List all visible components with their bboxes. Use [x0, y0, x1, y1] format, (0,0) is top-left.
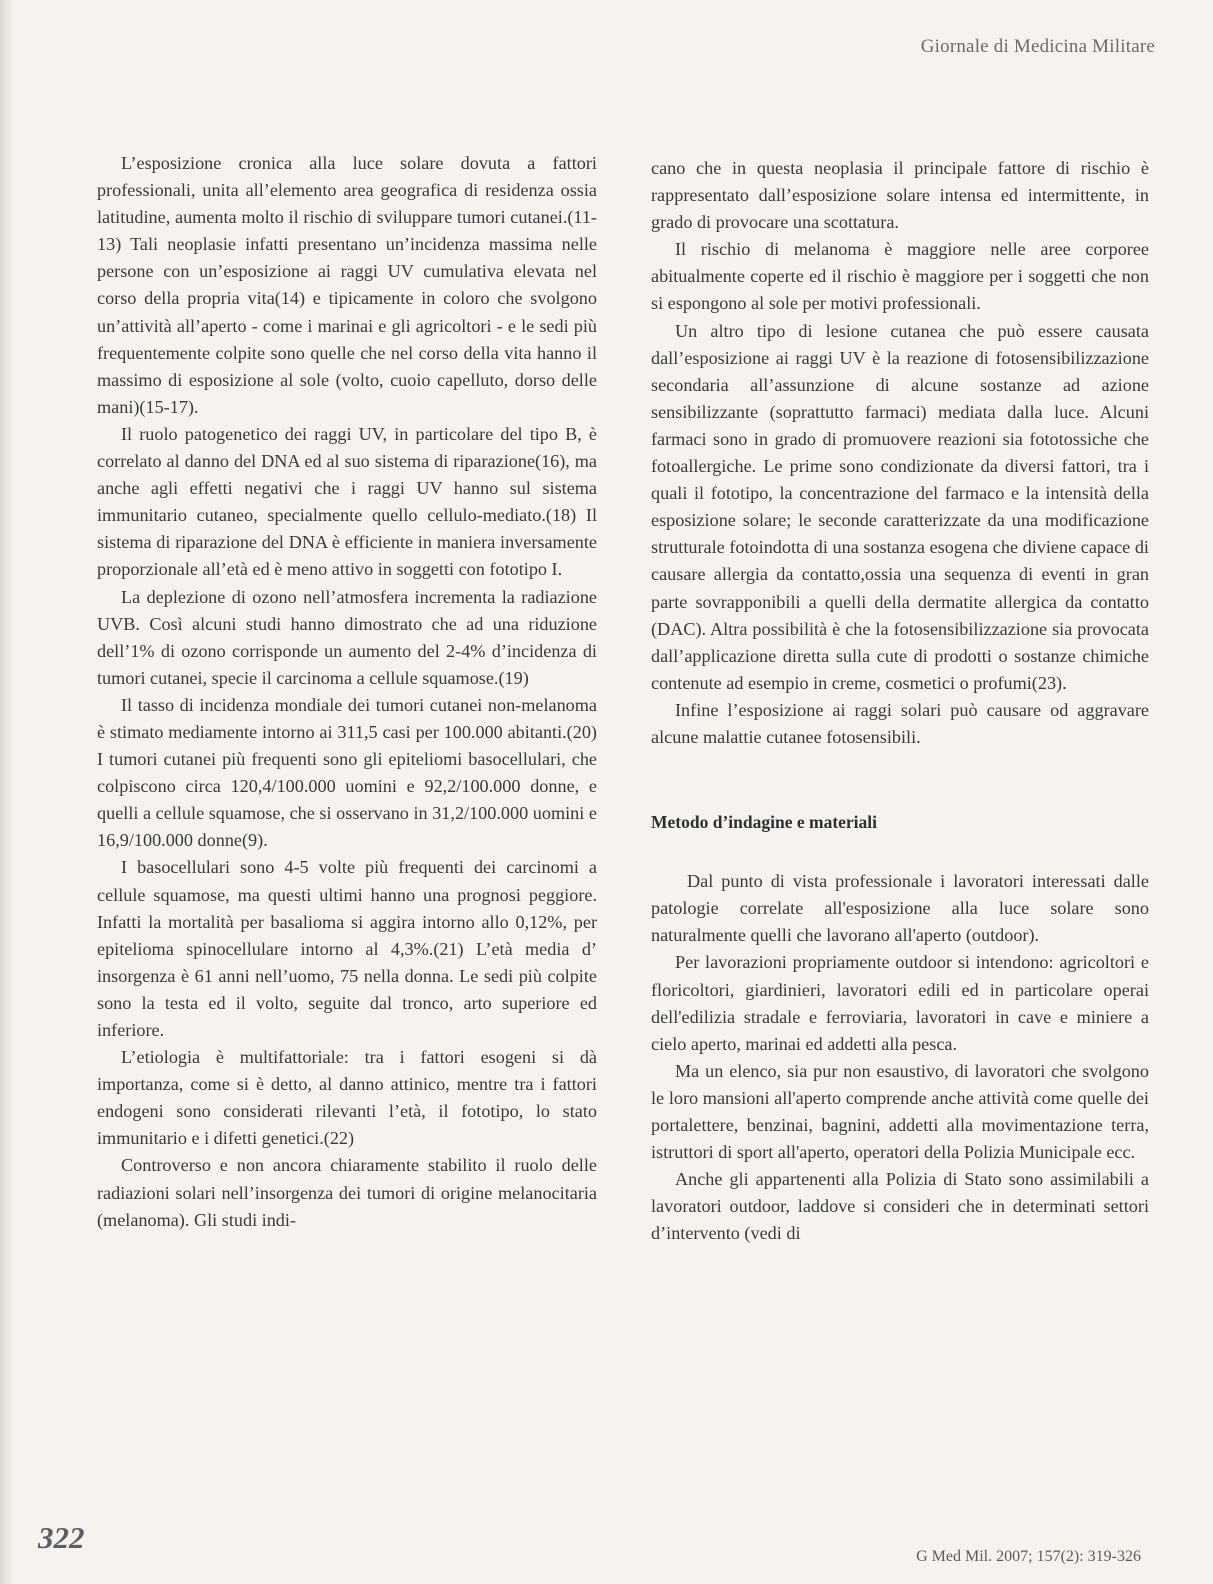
- footer-citation: G Med Mil. 2007; 157(2): 319-326: [916, 1548, 1141, 1565]
- paragraph: Il tasso di incidenza mondiale dei tumori cutanei non-melanoma è stimato mediamente intorno ai 311,5 casi per 100.000 abitanti.(20) I tumori cutanei più frequenti sono gli epiteliomi basocellulari, che colpiscono circa 120,4/100.000 uomini e 92,2/100.000 donne, e quelli a cellule squamose, che si osservano in 31,2/100.000 uomini e 16,9/100.000 donne(9).: [97, 694, 597, 851]
- paragraph: Il ruolo patogenetico dei raggi UV, in particolare del tipo B, è correlato al danno del DNA ed al suo sistema di riparazione(16), ma anche agli effetti negativi che i raggi UV hanno sul sistema immunitario cutaneo, specialmente quello cellulo-mediato.(18) Il sistema di riparazione del DNA è efficiente in maniera inversamente proporzionale all’età ed è meno attivo in soggetti con fototipo I.: [97, 423, 597, 580]
- paragraph: L’esposizione cronica alla luce solare dovuta a fattori professionali, unita all’elemento area geografica di residenza ossia latitudine, aumenta molto il rischio di sviluppare tumori cutanei.(11-13) Tali neoplasie infatti presentano un’incidenza massima nelle persone con un’esposizione ai raggi UV cumulativa elevata nel corso della propria vita(14) e tipicamente in coloro che svolgono un’attività all’aperto - come i marinai e gli agricoltori - e le sedi più frequentemente colpite sono quelle che nel corso della vita hanno il massimo di esposizione al sole (volto, cuoio capelluto, dorso delle mani)(15-17).: [97, 153, 597, 417]
- paragraph: Controverso e non ancora chiaramente stabilito il ruolo delle radiazioni solari nell’insorgenza dei tumori di origine melanocitaria (melanoma). Gli studi indi-: [97, 1155, 597, 1230]
- paragraph: Infine l’esposizione ai raggi solari può causare od aggravare alcune malattie cutanee fotosensibili.: [651, 699, 1149, 747]
- paragraph: La deplezione di ozono nell’atmosfera incrementa la radiazione UVB. Così alcuni studi hanno dimostrato che ad una riduzione dell’1% di ozono corrisponde un aumento del 2-4% d’incidenza di tumori cutanei, specie il carcinoma a cellule squamose.(19): [97, 586, 597, 688]
- paragraph: Un altro tipo di lesione cutanea che può essere causata dall’esposizione ai raggi UV è la reazione di fotosensibilizzazione secondaria all’assunzione di alcune sostanze ad azione sensibilizzante (soprattutto farmaci) mediata dalla luce. Alcuni farmaci sono in grado di promuovere reazioni sia fototossiche che fotoallergiche. Le prime sono condizionate da diversi fattori, tra i quali il fototipo, la concentrazione del farmaco e la intensità della esposizione solare; le seconde caratterizzate da una modificazione strutturale fotoindotta di una sostanza esogena che diviene capace di causare allergia da contatto,ossia una sequenza di eventi in gran parte sovrapponibili a quelli della dermatite allergica da contatto (DAC). Altra possibilità è che la fotosensibilizzazione sia provocata dall’applicazione diretta sulla cute di prodotti o sostanze chimiche contenute ad esempio in creme, cosmetici o profumi(23).: [651, 320, 1149, 693]
- paragraph: I basocellulari sono 4-5 volte più frequenti dei carcinomi a cellule squamose, ma questi ultimi hanno una prognosi peggiore. Infatti la mortalità per basalioma si aggira intorno allo 0,12%, per epitelioma spinocellulare intorno al 4,3%.(21) L’età media d’ insorgenza è 61 anni nell’uomo, 75 nella donna. Le sedi più colpite sono la testa ed il volto, seguite dal tronco, arto superiore ed inferiore.: [97, 857, 597, 1040]
- running-header: Giornale di Medicina Militare: [920, 36, 1155, 57]
- paragraph: Il rischio di melanoma è maggiore nelle aree corporee abitualmente coperte ed il rischio è maggiore per i soggetti che non si espongono al sole per motivi professionali.: [651, 239, 1149, 314]
- paragraph: L’etiologia è multifattoriale: tra i fattori esogeni si dà importanza, come si è detto, al danno attinico, mentre tra i fattori endogeni sono considerati rilevanti l’età, il fototipo, lo stato immunitario e i difetti genetici.(22): [97, 1047, 597, 1149]
- page-number: 322: [38, 1520, 85, 1555]
- paragraph: Per lavorazioni propriamente outdoor si intendono: agricoltori e floricoltori, giardinieri, lavoratori edili ed in particolare operai dell'edilizia stradale e ferroviaria, lavoratori in cave e miniere a cielo aperto, marinai ed addetti alla pesca.: [651, 952, 1149, 1054]
- section-heading: Metodo d’indagine e materiali: [651, 812, 878, 833]
- paragraph: Ma un elenco, sia pur non esaustivo, di lavoratori che svolgono le loro mansioni all'aperto comprende anche attività come quelle dei portalettere, benzinai, bagnini, addetti alla movimentazione terra, istruttori di sport all'aperto, operatori della Polizia Municipale ecc.: [651, 1060, 1149, 1163]
- paragraph: Dal punto di vista professionale i lavoratori interessati dalle patologie correlate all'esposizione alla luce solare sono naturalmente quelli che lavorano all'aperto (outdoor).: [651, 871, 1149, 946]
- right-column: [651, 155, 1149, 1247]
- paragraph: Anche gli appartenenti alla Polizia di Stato sono assimilabili a lavoratori outdoor, laddove si consideri che in determinati settori d’intervento (vedi di: [651, 1169, 1149, 1244]
- page-spine-shadow: [0, 0, 14, 1584]
- paragraph: cano che in questa neoplasia il principale fattore di rischio è rappresentato dall’esposizione solare intensa ed intermittente, in grado di provocare una scottatura.: [651, 158, 1149, 233]
- left-column: [97, 150, 597, 1234]
